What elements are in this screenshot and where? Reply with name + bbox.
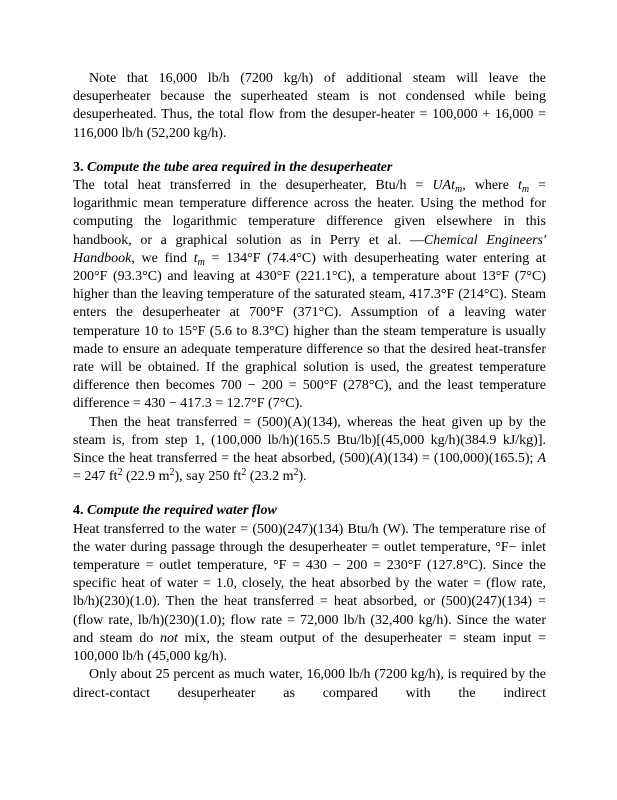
step-4-paragraph-2: Only about 25 percent as much water, 16,000 lb/h (7200 kg/h), is required by the direct-contact desuperheater as compared with the indirect	[73, 667, 546, 701]
step-3-paragraph-1: The total heat transferred in the desuperheater, Btu/h = UAt$_m$, where $t_m$ = logarithmic mean temperature difference across the heater. Using the method for computing the logarithmic temperature difference given elsewhere in this handbook, or a graphical solution as in Perry et al. —Chemical Engineers' Handbook, we find $t_m = 134^\circ F$ (74.4°C) with desuperheating water entering at 200°F (93.3°C) and leaving at 430°F (221.1°C), a temperature about 13°F (7°C) higher than the leaving temperature of the saturated steam, 417.3°F (214°C). Steam enters the desuperheater at 700°F (371°C). Assumption of a leaving water temperature 10 to 15°F (5.6 to 8.3°C) higher than the steam temperature is usually made to ensure an adequate temperature difference so that the desired heat-transfer rate will be obtained. If the graphical solution is used, the greatest temperature difference then becomes 700 − 200 = 500°F (278°C), and the least temperature difference = 430 − 417.3 = 12.7°F (7°C).	[73, 178, 546, 412]
step-3-title: Compute the tube area required in the desuperheater	[87, 159, 393, 175]
step-4-number: 4.	[73, 503, 84, 519]
document-page	[73, 70, 546, 703]
step-4-heading	[73, 502, 546, 520]
step-3-heading	[73, 159, 546, 177]
book-title: Chemical Engineers' Handbook	[73, 232, 546, 266]
step-4-title: Compute the required water flow	[87, 503, 277, 519]
step-3-number: 3.	[73, 159, 84, 175]
step-4-paragraph-1: Heat transferred to the water = (500)(247)(134) Btu/h (W). The temperature rise of the water during passage through the desuperheater = outlet temperature, °F− inlet temperature = outlet temperature, °F = 430 − 200 = 230°F (127.8°C). Since the specific heat of water = 1.0, closely, the heat absorbed by the water = (flow rate, lb/h)(230)(1.0). Then the heat transferred = heat absorbed, or (500)(247)(134) = (flow rate, lb/h)(230)(1.0); flow rate = 72,000 lb/h (32,400 kg/h). Since the water and steam do not mix, the steam output of the desuperheater = steam input = 100,000 lb/h (45,000 kg/h).	[73, 521, 546, 665]
step-3-paragraph-2: Then the heat transferred = (500)(A)(134), whereas the heat given up by the steam is, from step 1, (100,000 lb/h)(165.5 Btu/lb)[(45,000 kg/h)(384.9 kJ/kg)]. Since the heat transferred = the heat absorbed, (500)(A)(134) = (100,000)(165.5); A = 247 $ft^2$ (22.9 $m^2$), say 250 $ft^2$ (23.2 $m^2$).	[73, 414, 547, 485]
intro-paragraph: Note that 16,000 lb/h (7200 kg/h) of additional steam will leave the desuperheater because the superheated steam is not condensed while being desuperheated. Thus, the total flow from the desuper-heater = 100,000 + 16,000 = 116,000 lb/h (52,200 kg/h).	[73, 71, 546, 141]
